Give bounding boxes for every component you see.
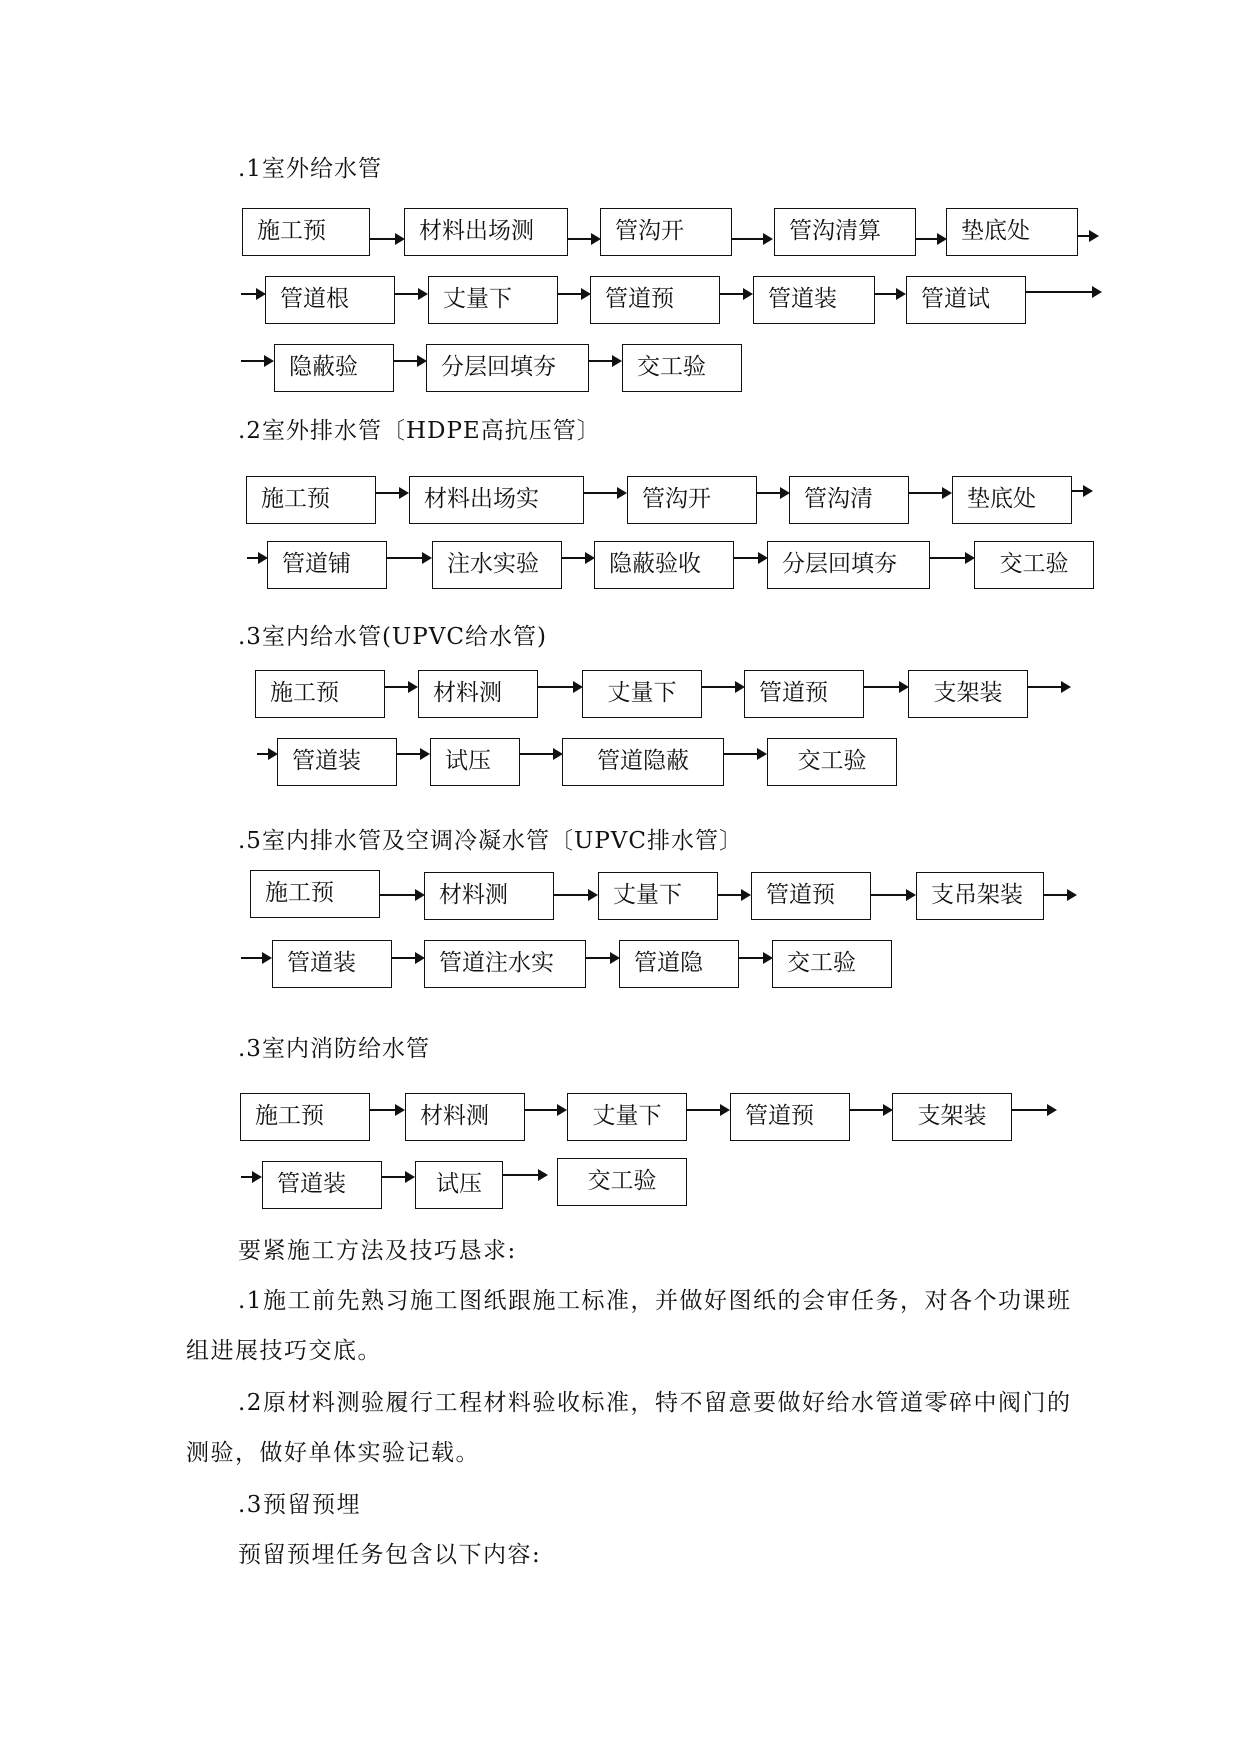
- flow-box: 管道铺: [267, 541, 387, 589]
- flow-arrow: [554, 894, 595, 896]
- flow-arrow: [385, 686, 415, 688]
- flow-arrow: [241, 360, 271, 362]
- flow-box: 隐蔽验: [274, 344, 394, 392]
- flow-arrow: [1026, 291, 1099, 293]
- flow-box: 交工验: [772, 940, 892, 988]
- flow-box: 材料测: [405, 1093, 525, 1141]
- flow-box: 交工验: [767, 738, 897, 786]
- flow-box: 材料出场测: [404, 208, 568, 256]
- flow-box: 交工验: [622, 344, 742, 392]
- flow-arrow: [739, 957, 770, 959]
- flow-box: 支架装: [908, 670, 1028, 718]
- flow-arrow: [387, 557, 429, 559]
- flow-box: 管道预: [744, 670, 864, 718]
- flow-box: 支架装: [892, 1093, 1012, 1141]
- section-1-heading: .1室外给水管: [238, 156, 382, 182]
- flow-arrow: [586, 957, 617, 959]
- flow-arrow: [380, 894, 422, 896]
- flow-box: 管道预: [730, 1093, 850, 1141]
- flow-box: 试压: [430, 738, 520, 786]
- flow-box: 材料测: [424, 872, 554, 920]
- flow-arrow: [875, 293, 903, 295]
- flow-arrow: [562, 557, 592, 559]
- flow-box: 分层回填夯: [426, 344, 589, 392]
- flow-box: 管道试: [906, 276, 1026, 324]
- flow-arrow: [702, 686, 742, 688]
- flow-arrow: [397, 753, 427, 755]
- section-5-heading: .3室内消防给水管: [238, 1036, 430, 1062]
- flow-box: 管道根: [265, 276, 395, 324]
- flow-arrow: [589, 360, 619, 362]
- flow-arrow: [370, 1109, 402, 1111]
- flow-box: 管道预: [751, 872, 871, 920]
- paragraph-2-line-1: .2原材料测验履行工程材料验收标准，特不留意要做好给水管道零碎中阀门的: [238, 1390, 1072, 1416]
- flow-arrow: [871, 894, 913, 896]
- flow-arrow: [1012, 1109, 1054, 1111]
- flow-box: 交工验: [557, 1158, 687, 1206]
- flow-box: 施工预: [242, 208, 370, 256]
- flow-arrow: [257, 753, 275, 755]
- flow-arrow: [525, 1109, 564, 1111]
- flow-arrow: [392, 957, 422, 959]
- flow-arrow: [864, 686, 906, 688]
- flow-arrow: [241, 293, 263, 295]
- section-2-heading: .2室外排水管〔HDPE高抗压管〕: [238, 418, 601, 444]
- paragraph-3: .3预留预埋: [238, 1492, 361, 1518]
- flow-box: 丈量下: [428, 276, 558, 324]
- flow-box: 交工验: [974, 541, 1094, 589]
- flow-arrow: [916, 238, 944, 240]
- flow-arrow: [850, 1109, 890, 1111]
- flow-arrow: [395, 293, 425, 295]
- flow-box: 施工预: [240, 1093, 370, 1141]
- flow-arrow: [1072, 490, 1090, 492]
- flow-arrow: [503, 1174, 545, 1176]
- flow-arrow: [724, 753, 764, 755]
- flow-box: 管沟开: [627, 476, 757, 524]
- flow-box: 施工预: [246, 476, 376, 524]
- flow-arrow: [1078, 235, 1096, 237]
- flow-box: 管沟清算: [774, 208, 916, 256]
- flow-arrow: [376, 492, 406, 494]
- flow-arrow: [394, 360, 424, 362]
- flow-box: 注水实验: [432, 541, 562, 589]
- flow-arrow: [520, 753, 560, 755]
- flow-arrow: [370, 238, 402, 240]
- flow-arrow: [734, 557, 765, 559]
- flow-arrow: [930, 557, 972, 559]
- flow-box: 管道隐蔽: [562, 738, 724, 786]
- flow-arrow: [558, 293, 588, 295]
- flow-box: 隐蔽验收: [594, 541, 734, 589]
- paragraph-1-line-1: .1施工前先熟习施工图纸跟施工标准，并做好图纸的会审任务，对各个功课班: [238, 1288, 1072, 1314]
- flow-arrow: [241, 1176, 259, 1178]
- flow-box: 管道隐: [619, 940, 739, 988]
- flow-arrow: [757, 492, 787, 494]
- flow-box: 垫底处: [952, 476, 1072, 524]
- flow-arrow: [687, 1109, 727, 1111]
- section-4-heading: .5室内排水管及空调冷凝水管〔UPVC排水管〕: [238, 828, 744, 854]
- flow-box: 试压: [415, 1161, 503, 1209]
- flow-arrow: [909, 492, 949, 494]
- flow-box: 管沟清: [789, 476, 909, 524]
- intro-text: 要紧施工方法及技巧恳求:: [238, 1238, 517, 1264]
- flow-arrow: [247, 557, 265, 559]
- flow-arrow: [720, 293, 750, 295]
- flow-arrow: [1028, 686, 1068, 688]
- flow-box: 材料测: [418, 670, 538, 718]
- flow-box: 丈量下: [567, 1093, 687, 1141]
- flow-box: 丈量下: [598, 872, 718, 920]
- flow-arrow: [382, 1176, 412, 1178]
- flow-box: 施工预: [250, 870, 380, 918]
- flow-box: 管沟开: [600, 208, 732, 256]
- flow-box: 管道注水实: [424, 940, 586, 988]
- paragraph-2-line-2: 测验，做好单体实验记载。: [186, 1440, 480, 1466]
- flow-box: 管道预: [590, 276, 720, 324]
- flow-box: 施工预: [255, 670, 385, 718]
- flow-arrow: [241, 957, 269, 959]
- flow-box: 材料出场实: [409, 476, 584, 524]
- paragraph-4: 预留预埋任务包含以下内容:: [238, 1542, 542, 1568]
- flow-box: 支吊架装: [916, 872, 1044, 920]
- flow-box: 管道装: [272, 940, 392, 988]
- flow-arrow: [584, 492, 624, 494]
- paragraph-1-line-2: 组进展技巧交底。: [186, 1338, 382, 1364]
- flow-arrow: [732, 238, 770, 240]
- flow-arrow: [718, 894, 748, 896]
- flow-arrow: [568, 238, 598, 240]
- flow-arrow: [538, 686, 580, 688]
- section-3-heading: .3室内给水管(UPVC给水管): [238, 624, 547, 650]
- flow-box: 丈量下: [582, 670, 702, 718]
- flow-box: 垫底处: [946, 208, 1078, 256]
- flow-box: 管道装: [753, 276, 875, 324]
- flow-box: 分层回填夯: [767, 541, 930, 589]
- flow-box: 管道装: [277, 738, 397, 786]
- flow-arrow: [1044, 894, 1074, 896]
- flow-box: 管道装: [262, 1161, 382, 1209]
